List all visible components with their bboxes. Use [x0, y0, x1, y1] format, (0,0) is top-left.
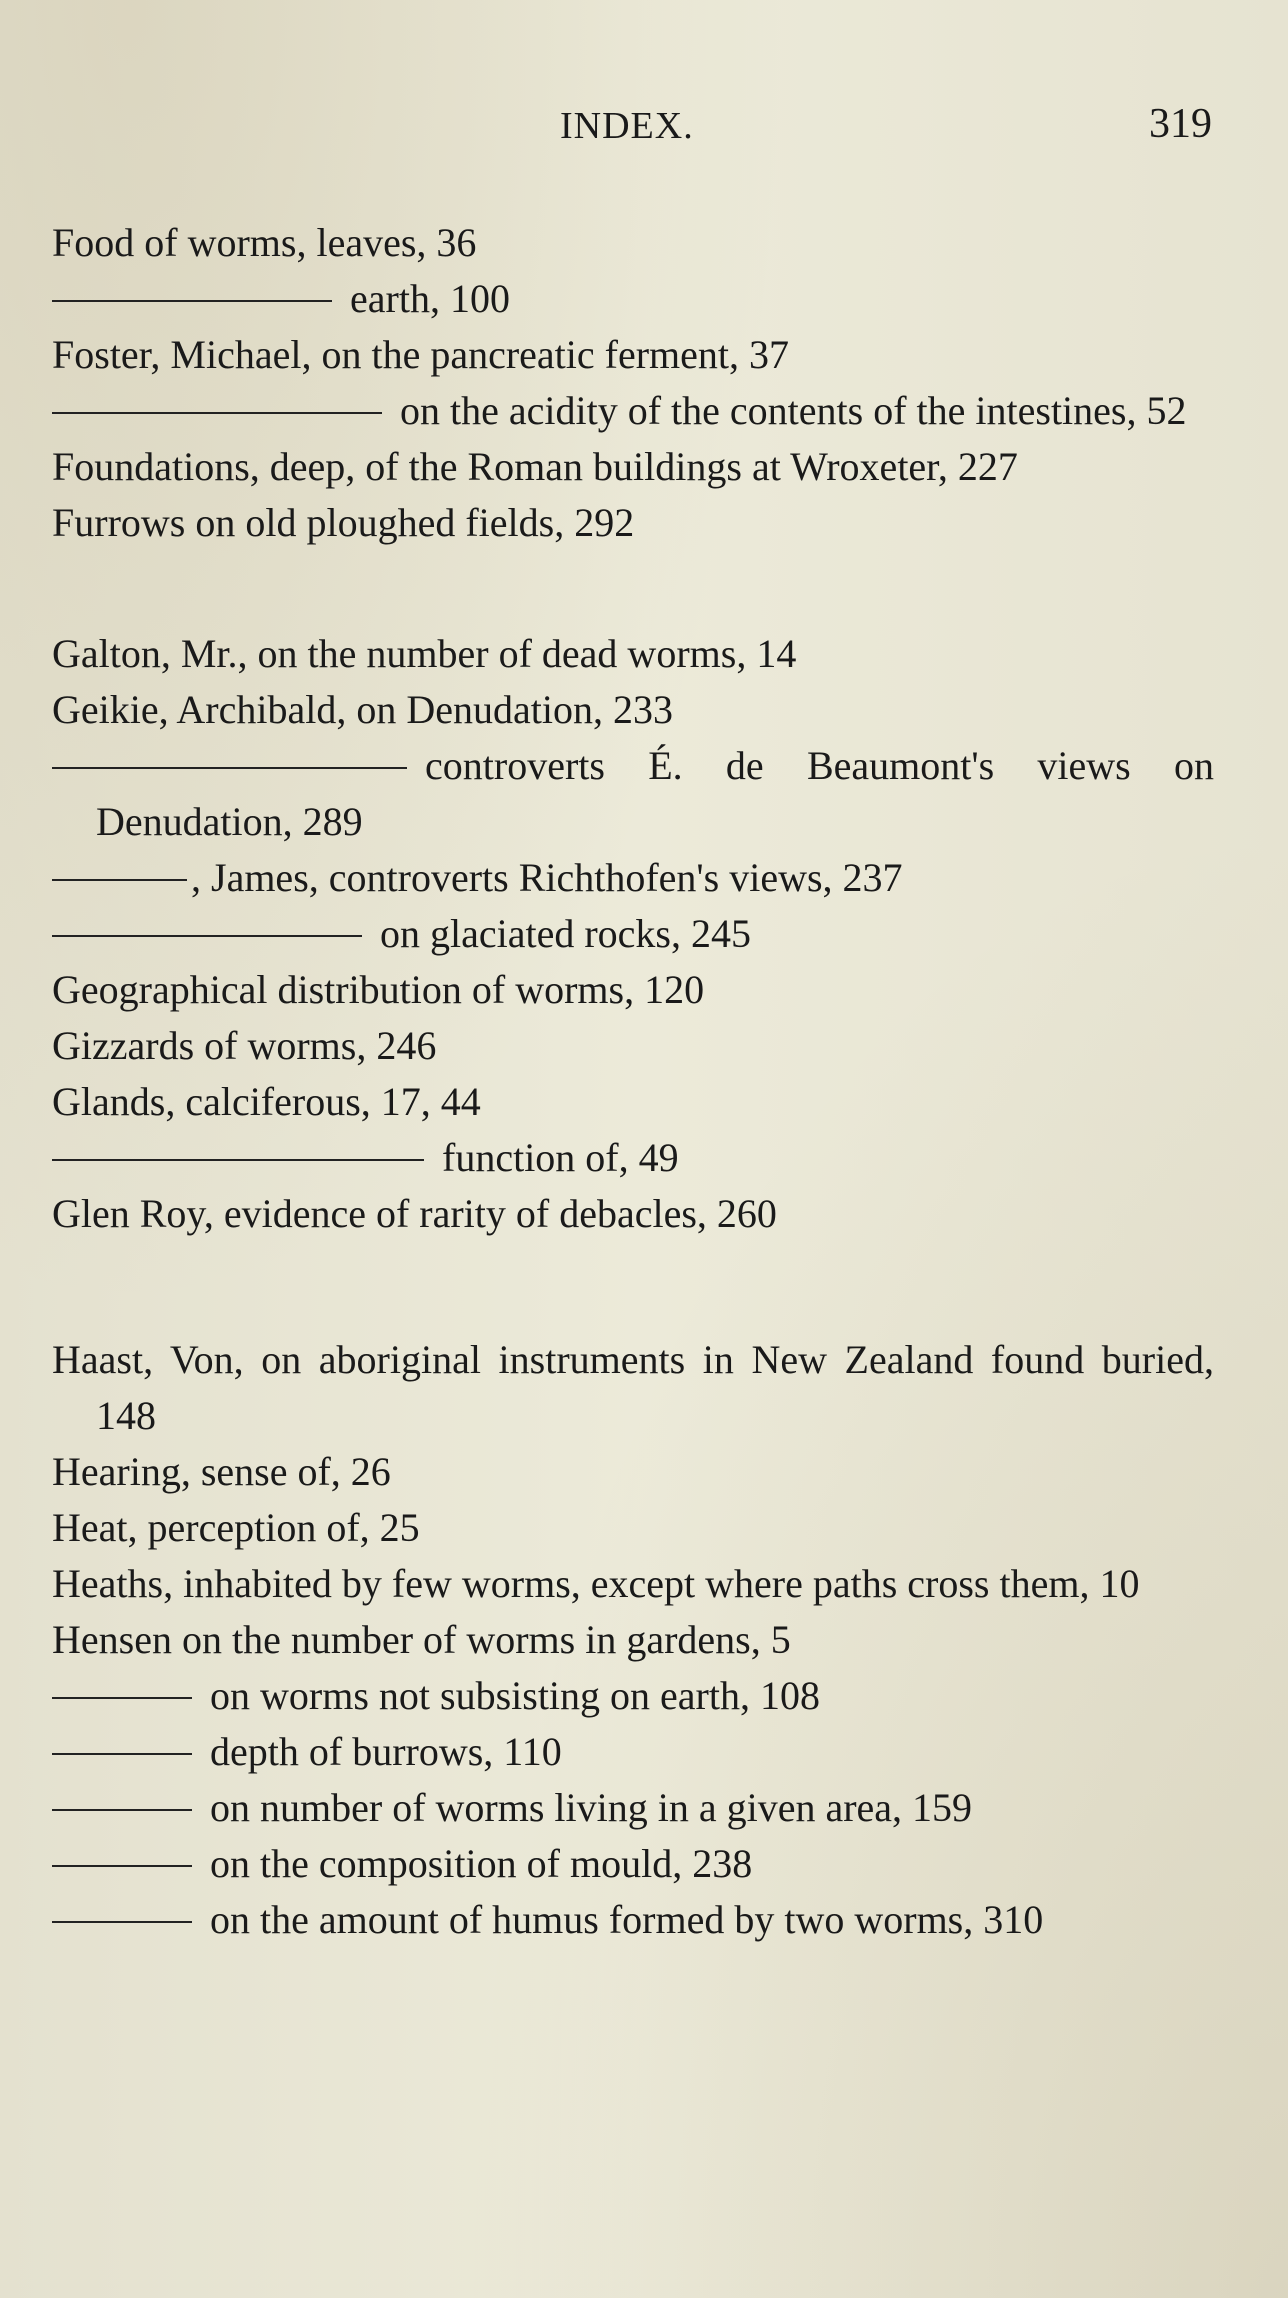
ditto-rule: [52, 767, 407, 769]
index-section-g: [52, 626, 1214, 1242]
running-head: [0, 101, 1288, 154]
index-subentry: , James, controverts Richthofen's views, 237: [52, 850, 1214, 906]
index-subentry: on number of worms living in a given area, 159: [52, 1780, 1214, 1836]
index-subentry: earth, 100: [52, 271, 1214, 327]
index-subentry: depth of burrows, 110: [52, 1724, 1214, 1780]
section-gap: [52, 1242, 1214, 1332]
index-entry: Haast, Von, on aboriginal instruments in New Zealand found buried, 148: [52, 1337, 1214, 1438]
index-entry: Foundations, deep, of the Roman buildings at Wroxeter, 227: [52, 444, 1018, 489]
ditto-rule: [52, 1159, 424, 1161]
index-subentry: on the amount of humus formed by two worms, 310: [52, 1892, 1214, 1948]
page-title: INDEX.: [560, 105, 694, 147]
index-entry: Hensen on the number of worms in gardens, 5: [52, 1617, 791, 1662]
index-subentry: on the composition of mould, 238: [52, 1836, 1214, 1892]
ditto-rule: [52, 935, 362, 937]
index-entry: Gizzards of worms, 246: [52, 1023, 437, 1068]
index-entry: Furrows on old ploughed fields, 292: [52, 500, 635, 545]
ditto-rule: [52, 1921, 192, 1923]
index-entry: Foster, Michael, on the pancreatic ferment, 37: [52, 332, 790, 377]
index-entry: Glands, calciferous, 17, 44: [52, 1079, 481, 1124]
page-number: 319: [1149, 101, 1212, 147]
index-entry: Heaths, inhabited by few worms, except where paths cross them, 10: [52, 1561, 1140, 1606]
index-subentry: function of, 49: [52, 1130, 1214, 1186]
ditto-rule: [52, 412, 382, 414]
index-section-h: [52, 1332, 1214, 1948]
section-gap: [52, 551, 1214, 626]
index-list: [52, 215, 1214, 1948]
ditto-rule: [52, 1697, 192, 1699]
ditto-rule: [52, 300, 332, 302]
index-entry: Geographical distribution of worms, 120: [52, 967, 705, 1012]
ditto-rule: [52, 1865, 192, 1867]
index-entry: Food of worms, leaves, 36: [52, 220, 477, 265]
index-subentry: controverts É. de Beaumont's views on Denudation, 289: [52, 738, 1214, 850]
index-entry: Heat, perception of, 25: [52, 1505, 420, 1550]
index-subentry: on glaciated rocks, 245: [52, 906, 1214, 962]
index-subentry: on worms not subsisting on earth, 108: [52, 1668, 1214, 1724]
index-entry: Hearing, sense of, 26: [52, 1449, 391, 1494]
index-entry: Galton, Mr., on the number of dead worms, 14: [52, 631, 797, 676]
index-subentry: on the acidity of the contents of the intestines, 52: [52, 383, 1214, 439]
ditto-rule: [52, 1753, 192, 1755]
ditto-rule: [52, 879, 187, 881]
index-entry: Geikie, Archibald, on Denudation, 233: [52, 687, 673, 732]
index-section-f: [52, 215, 1214, 551]
ditto-rule: [52, 1809, 192, 1811]
index-entry: Glen Roy, evidence of rarity of debacles, 260: [52, 1191, 777, 1236]
